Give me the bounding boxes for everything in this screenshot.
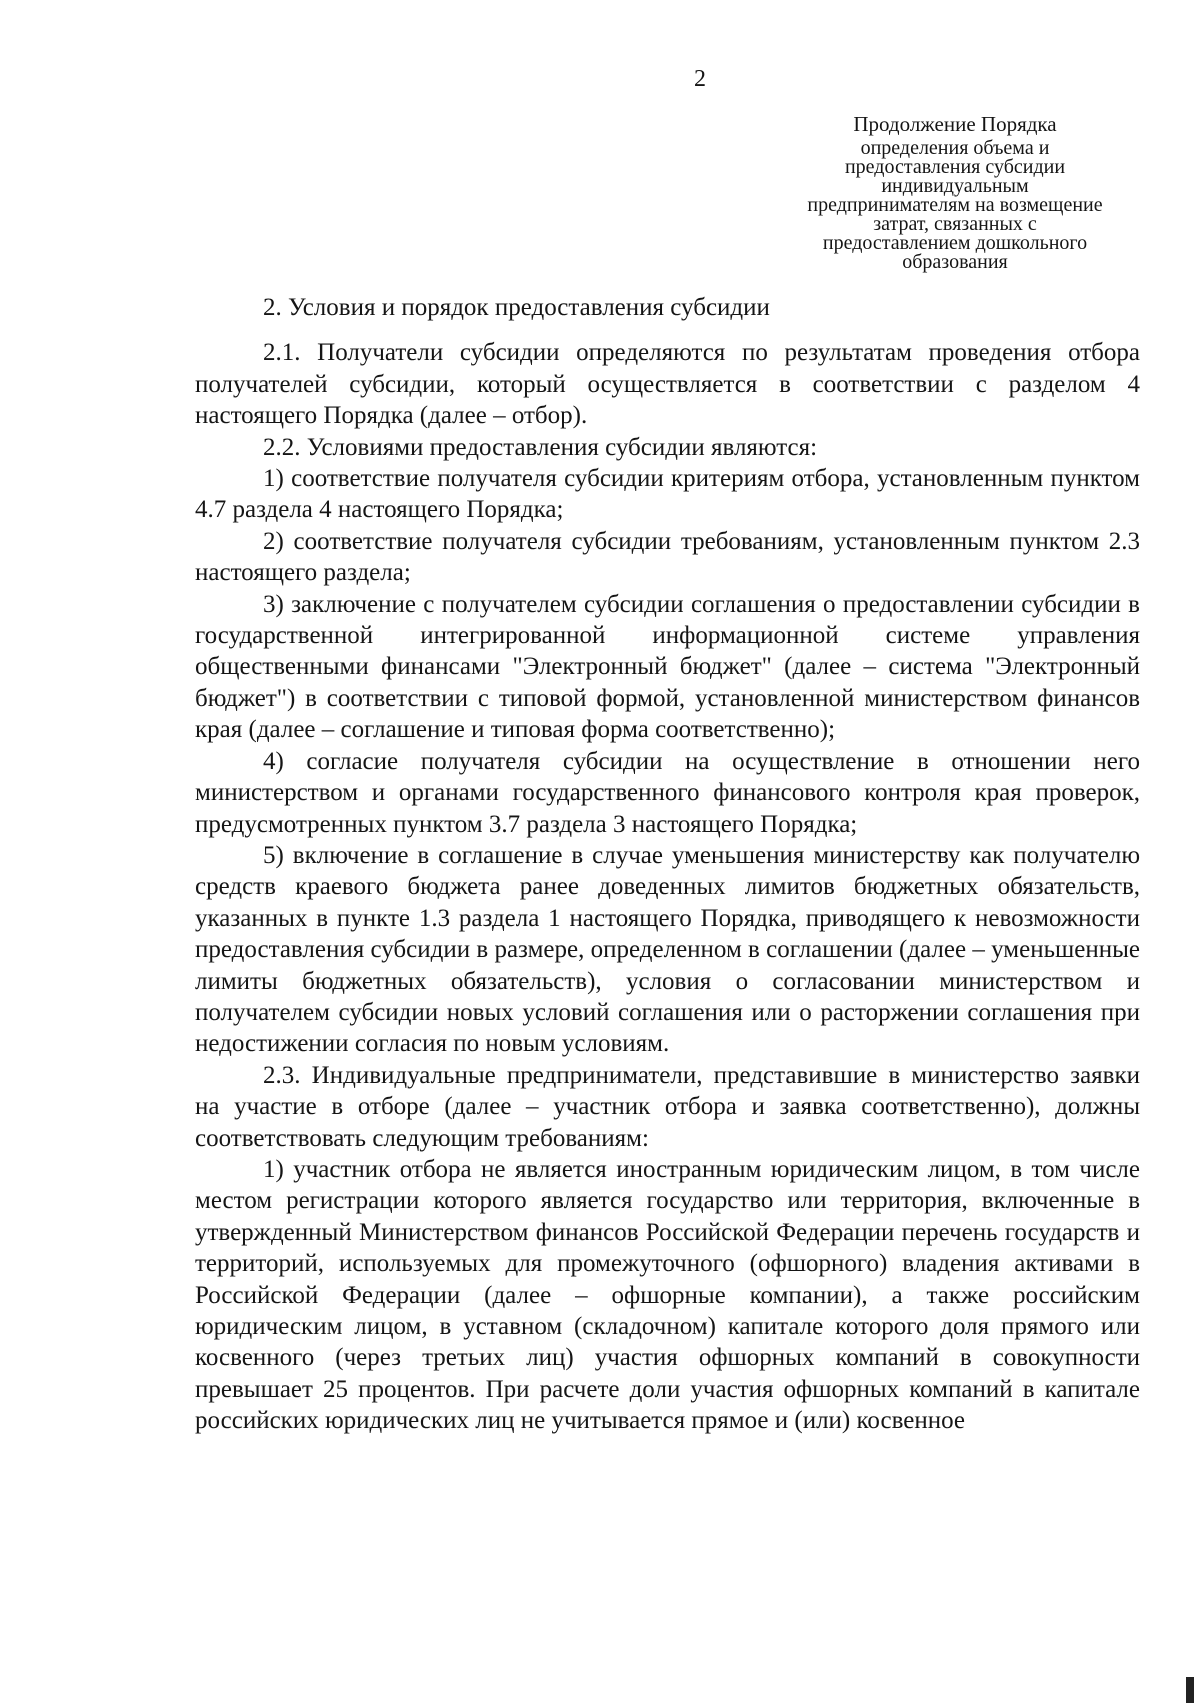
paragraph: 2) соответствие получателя субсидии требованиям, установленным пунктом 2.3 настоящего раздела; — [195, 527, 1140, 587]
paragraph: 2.3. Индивидуальные предприниматели, представившие в министерство заявки на участие в отборе (далее – участник отбора и заявка соответственно), должны соответствовать следующим требованиям: — [195, 1061, 1140, 1152]
header-line: определения объема и — [860, 137, 1050, 159]
section-heading: 2. Условия и порядок предоставления субсидии — [263, 294, 770, 321]
header-line: предпринимателям на возмещение — [807, 194, 1103, 216]
page-number: 2 — [694, 66, 706, 92]
paragraph: 5) включение в соглашение в случае уменьшения министерству как получателю средств краевого бюджета ранее доведенных лимитов бюджетных обязательств, указанных в пункте 1.3 раздела 1 настоящего Порядка, приводящего к невозможности предоставления субсидии в размере, определенном в соглашении (далее – уменьшенные лимиты бюджетных обязательств), условия о согласовании министерством и получателем субсидии новых условий соглашения или о расторжении соглашения при недостижении согласия по новым условиям. — [195, 841, 1140, 1058]
paragraph: 4) согласие получателя субсидии на осуществление в отношении него министерством и органами государственного финансового контроля края проверок, предусмотренных пунктом 3.7 раздела 3 настоящего Порядка; — [195, 747, 1140, 838]
paragraph: 1) участник отбора не является иностранным юридическим лицом, в том числе местом регистрации которого является государство или территория, включенные в утвержденный Министерством финансов Российской Федерации перечень государств и территорий, используемых для промежуточного (офшорного) владения активами в Российской Федерации (далее – офшорные компании), а также российским юридическим лицом, в уставном (складочном) капитале которого доля прямого или косвенного (через третьих лиц) участия офшорных компаний в совокупности превышает 25 процентов. При расчете доли участия офшорных компаний в капитале российских юридических лиц не учитывается прямое и (или) косвенное — [195, 1155, 1140, 1435]
header-line: затрат, связанных с — [873, 213, 1037, 235]
header-line: образования — [902, 251, 1008, 273]
document-body — [195, 292, 1140, 1437]
paragraph: 1) соответствие получателя субсидии критериям отбора, установленным пунктом 4.7 раздела 4 настоящего Порядка; — [195, 465, 1140, 524]
document-header-continuation — [770, 113, 1140, 272]
header-line: предоставления субсидии — [844, 156, 1066, 178]
header-line: индивидуальным — [881, 175, 1029, 197]
scan-edge-mark — [1186, 1677, 1194, 1703]
paragraph: 3) заключение с получателем субсидии соглашения о предоставлении субсидии в государственной интегрированной информационной системе управления общественными финансами "Электронный бюджет" (далее – система "Электронный бюджет") в соответствии с типовой формой, установленной министерством финансов края (далее – соглашение и типовая форма соответственно); — [195, 590, 1140, 744]
header-line: предоставлением дошкольного — [822, 232, 1088, 254]
header-line-title: Продолжение Порядка — [853, 112, 1057, 136]
paragraph: 2.1. Получатели субсидии определяются по результатам проведения отбора получателей субсидии, который осуществляется в соответствии с разделом 4 настоящего Порядка (далее – отбор). — [195, 339, 1140, 430]
paragraph: 2.2. Условиями предоставления субсидии являются: — [263, 433, 818, 461]
